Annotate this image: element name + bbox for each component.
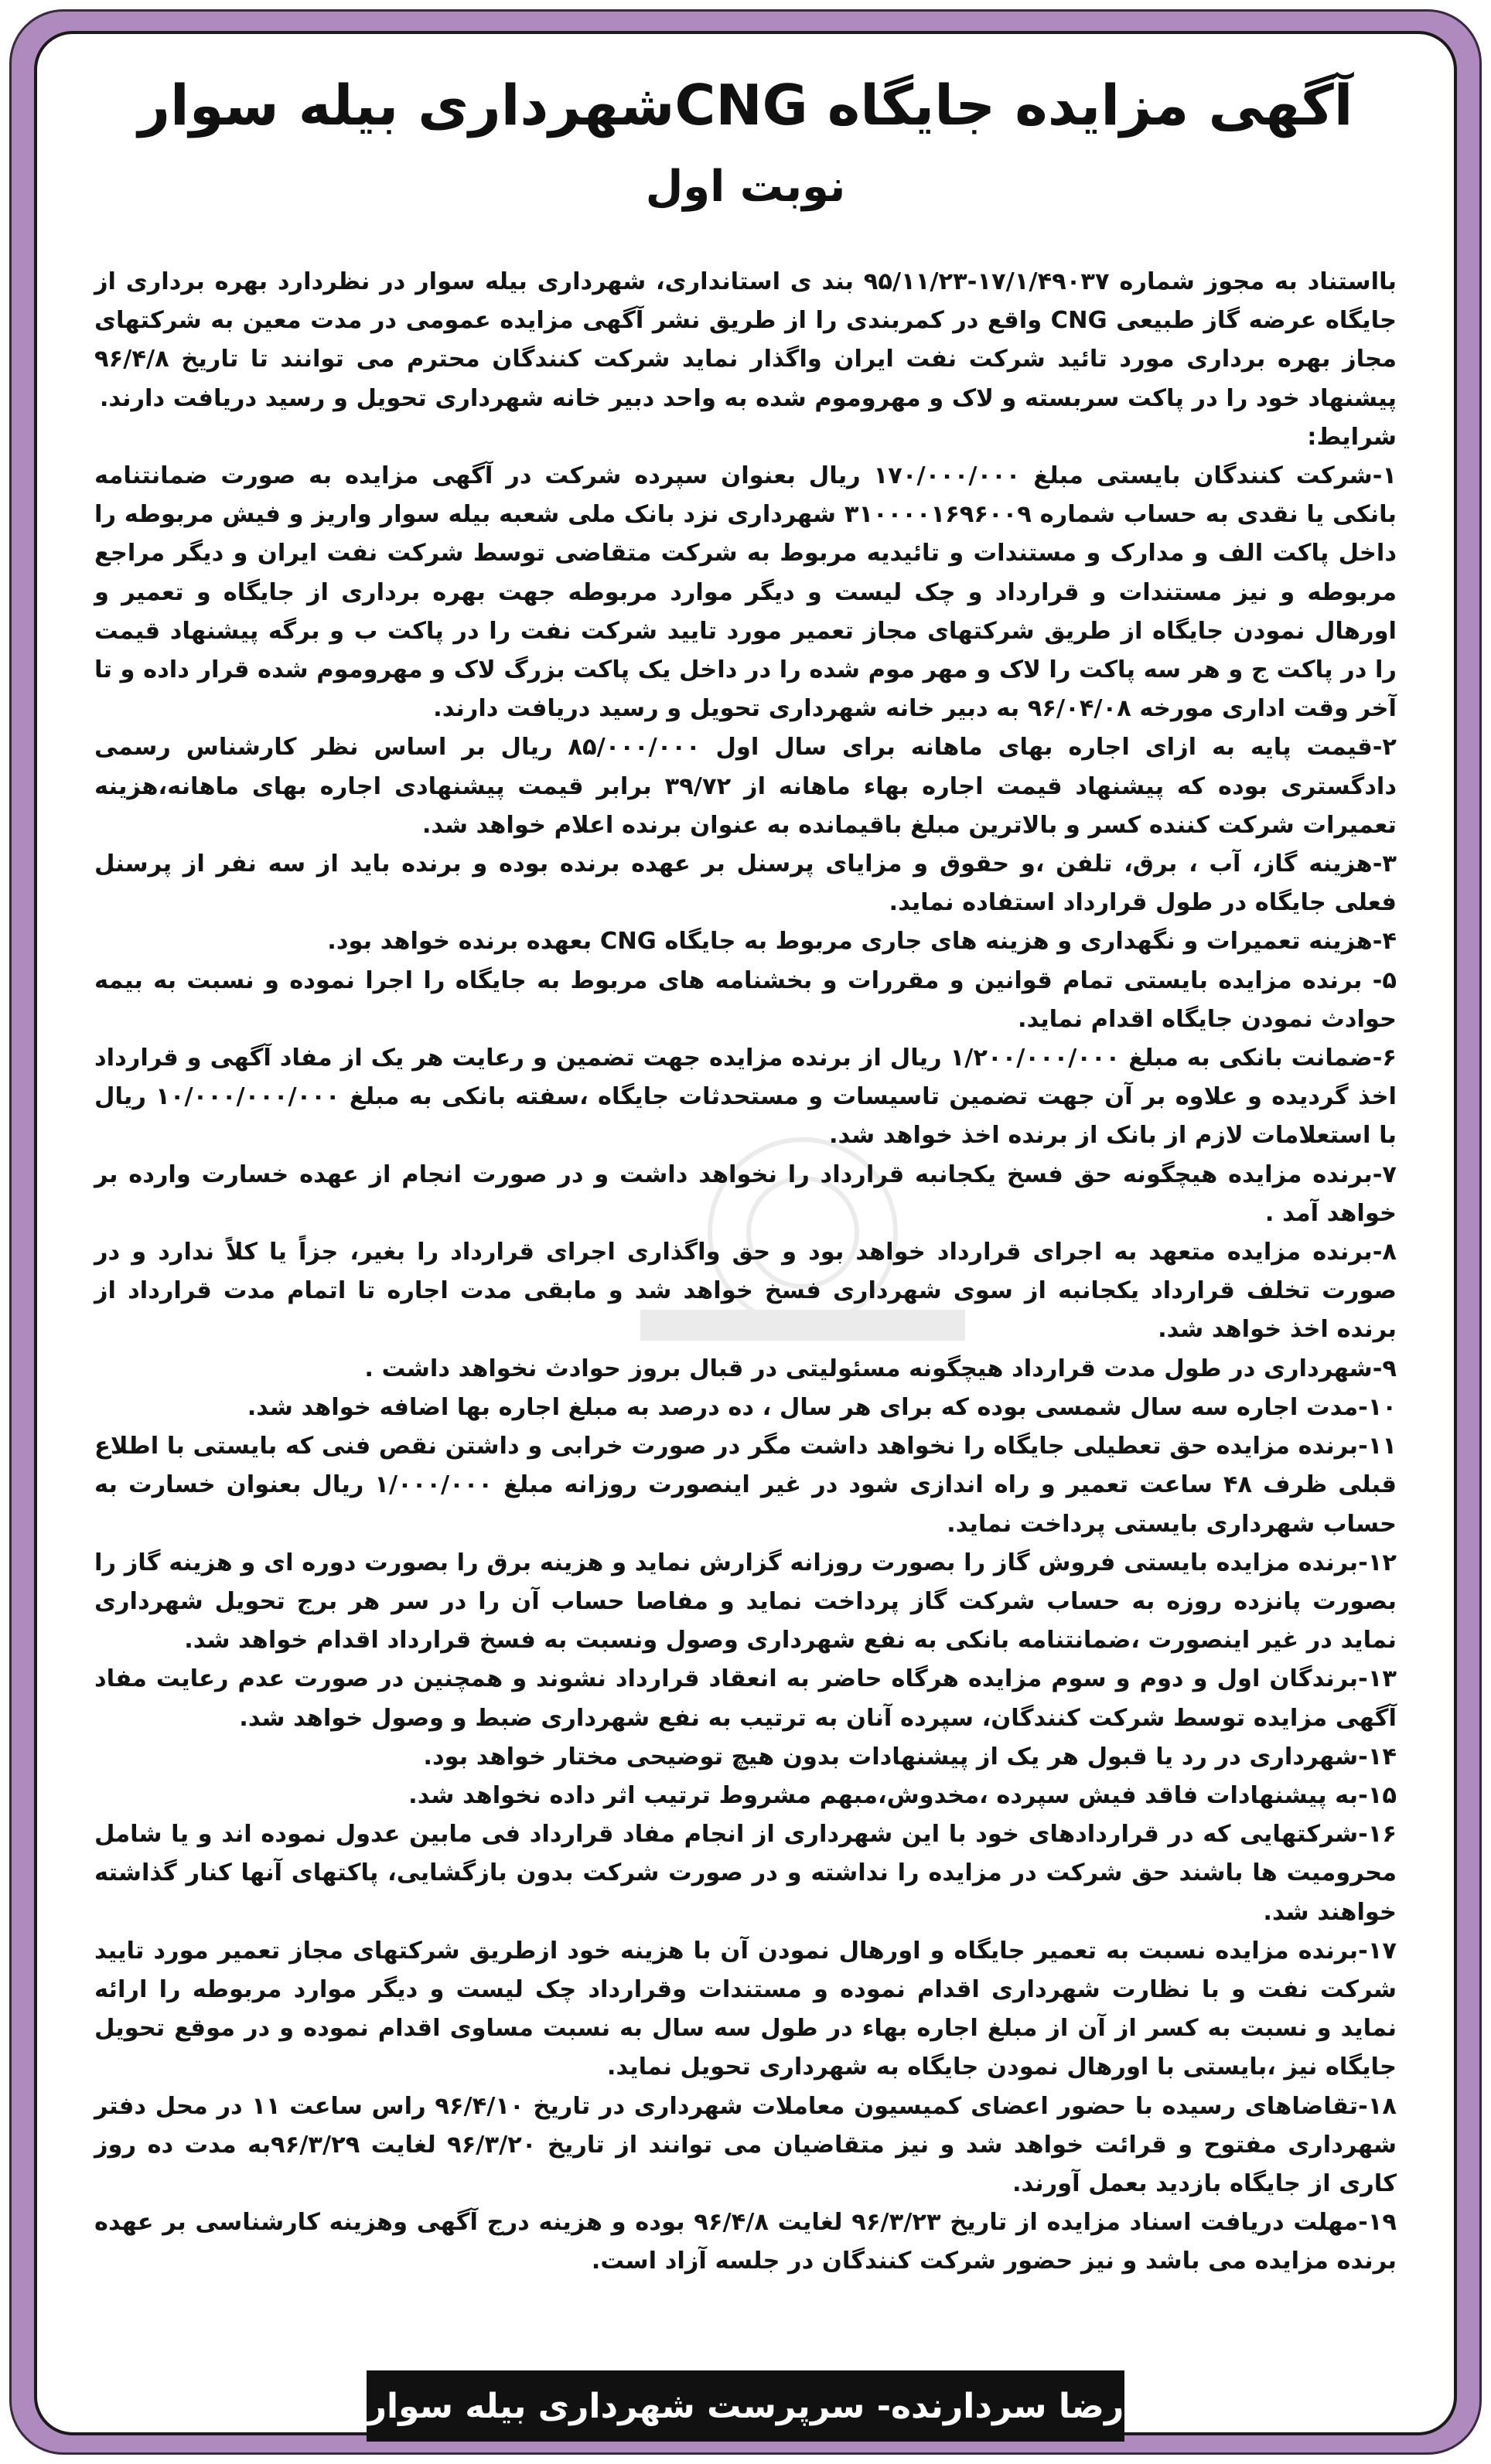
condition-item-7: ۷-برنده مزایده هیچگونه حق فسخ یکجانبه قرارداد را نخواهد داشت و در صورت انجام از عهده خسارت وارده بر خواهد آمد . <box>94 1160 1397 1227</box>
condition-item-2: ۲-قیمت پایه به ازای اجاره بهای ماهانه برای سال اول ۸۵/۰۰۰/۰۰۰ ریال بر اساس نظر کارشناس رسمی دادگستری بوده که پیشنهاد قیمت اجاره بهاء ماهانه از ۳۹/۷۲ برابر قیمت پیشنهادی اجاره بهای ماهانه،هزینه تعمیرات شرکت کننده کسر و بالاترین مبلغ باقیمانده به عنوان برنده اعلام خواهد شد. <box>94 734 1397 839</box>
notice-body <box>94 263 1397 2282</box>
condition-item-18: ۱۸-تقاضاهای رسیده با حضور اعضای کمیسیون معاملات شهرداری در تاریخ ۹۶/۴/۱۰ راس ساعت ۱۱ در محل دفتر شهرداری مفتوح و قرائت خواهد شد و نیز متقاضیان می توانند از تاریخ ۹۶/۳/۲۰ لغایت ۹۶/۳/۲۹به مدت ده روز کاری از جایگاه بازدید بعمل آورند. <box>94 2092 1397 2197</box>
notice-intro: بااستناد به مجوز شماره ۱۷/۱/۴۹۰۳۷-۹۵/۱۱/۲۳ بند ی استانداری، شهرداری بیله سوار در نظردارد بهره برداری از جایگاه عرضه گاز طبیعی CNG واقع در کمربندی را از طریق نشر آگهی مزایده عمومی در مدت معین به شرکتهای مجاز بهره برداری مورد تائید شرکت نفت ایران واگذار نماید شرکت کنندگان محترم می توانند تا تاریخ ۹۶/۴/۸ پیشنهاد خود را در پاکت سربسته و لاک و مهروموم شده به واحد دبیر خانه شهرداری تحویل و رسید دریافت دارند. <box>94 268 1397 412</box>
condition-item-11: ۱۱-برنده مزایده حق تعطیلی جایگاه را نخواهد داشت مگر در صورت خرابی و داشتن نقص فنی که بایستی با اطلاع قبلی ظرف ۴۸ ساعت تعمیر و راه اندازی شود در غیر اینصورت روزانه مبلغ ۱/۰۰۰/۰۰۰ ریال بعنوان خسارت به حساب شهرداری بایستی پرداخت نماید. <box>94 1433 1397 1538</box>
condition-item-5: ۵- برنده مزایده بایستی تمام قوانین و مقررات و بخشنامه های مربوط به جایگاه را اجرا نموده و نسبت به بیمه حوادث نمودن جایگاه اقدام نماید. <box>94 966 1397 1033</box>
condition-item-8: ۸-برنده مزایده متعهد به اجرای قرارداد خواهد بود و حق واگذاری اجرای قرارداد را بغیر، جزاً یا کلاً ندارد و در صورت تخلف قرارداد یکجانبه از سوی شهرداری فسخ خواهد شد و مابقی مدت اجاره تا اتمام مدت قرارداد از برنده اخذ خواهد شد. <box>94 1239 1397 1344</box>
condition-item-9: ۹-شهرداری در طول مدت قرارداد هیچگونه مسئولیتی در قبال بروز حوادث نخواهد داشت . <box>364 1355 1397 1382</box>
condition-item-19: ۱۹-مهلت دریافت اسناد مزایده از تاریخ ۹۶/۳/۲۳ لغایت ۹۶/۴/۸ بوده و هزینه درج آگهی وهزینه کارشناسی بر عهده برنده مزایده می باشد و نیز حضور شرکت کنندگان در جلسه آزاد است. <box>94 2209 1397 2275</box>
condition-item-10: ۱۰-مدت اجاره سه سال شمسی بوده که برای هر سال ، ده درصد به مبلغ اجاره بها اضافه خواهد شد. <box>247 1393 1397 1421</box>
signature-text: رضا سردارنده- سرپرست شهرداری بیله سوار <box>367 2386 1124 2426</box>
notice-frame <box>34 31 1457 2435</box>
condition-item-12: ۱۲-برنده مزایده بایستی فروش گاز را بصورت روزانه گزارش نماید و هزینه برق را بصورت دوره ای و هزینه گاز را بصورت پانزده روزه به حساب شرکت گاز پرداخت نماید و مفاصا حساب آن را در سر هر برج تحویل شهرداری نماید در غیر اینصورت ،ضمانتنامه بانکی به نفع شهرداری وصول ونسبت به فسخ قرارداد اقدام خواهد شد. <box>94 1549 1397 1655</box>
condition-item-15: ۱۵-به پیشنهادات فاقد فیش سپرده ،مخدوش،مبهم مشروط ترتیب اثر داده نخواهد شد. <box>408 1781 1397 1809</box>
condition-item-16: ۱۶-شرکتهایی که در قراردادهای خود با این شهرداری از انجام مفاد قرارداد فی مابین عدول نموده اند و یا شامل محرومیت ها باشند حق شرکت در مزایده را نداشته و در صورت شرکت بدون بازگشایی، پاکتهای آنها کنار گذاشته خواهند شد. <box>94 1821 1397 1926</box>
notice-title: آگهی مزایده جایگاه CNGشهرداری بیله سوار <box>138 73 1353 138</box>
condition-item-17: ۱۷-برنده مزایده نسبت به تعمیر جایگاه و اورهال نمودن آن با هزینه خود ازطریق شرکتهای مجاز تعمیر مورد تایید شرکت نفت و با نظارت شهرداری اقدام نموده و مستندات وقرارداد چک لیست و دیگر موارد مربوطه را ارائه نماید و نسبت به کسر از آن از مبلغ اجاره بهاء در طول سه سال به نسبت مساوی اقدام نموده و در موقع تحویل جایگاه نیز ،بایستی با اورهال نمودن جایگاه به شهرداری تحویل نماید. <box>94 1937 1397 2081</box>
condition-item-1: ۱-شرکت کنندگان بایستی مبلغ ۱۷۰/۰۰۰/۰۰۰ ریال بعنوان سپرده شرکت در آگهی مزایده به صورت ضمانتنامه بانکی یا نقدی به حساب شماره ۳۱۰۰۰۰۱۶۹۶۰۰۹ شهرداری نزد بانک ملی شعبه بیله سوار واریز و فیش مربوطه را داخل پاکت الف و مدارک و مستندات و تائیدیه مربوط به شرکت متقاضی توسط شرکت نفت ایران و دیگر مراجع مربوطه و نیز مستندات و قرارداد و چک لیست و دیگر موارد مربوطه جهت بهره برداری از جایگاه و تعمیر و اورهال نمودن جایگاه از طریق شرکتهای مجاز تعمیر مورد تایید شرکت نفت را در پاکت ب و برگه پیشنهاد قیمت را در پاکت ج و هر سه پاکت را لاک و مهر موم شده را در داخل یک پاکت بزرگ لاک و مهروموم شده قرار داده و تا آخر وقت اداری مورخه ۹۶/۰۴/۰۸ به دبیر خانه شهرداری تحویل و رسید دریافت دارند. <box>94 462 1397 723</box>
condition-item-4: ۴-هزینه تعمیرات و نگهداری و هزینه های جاری مربوط به جایگاه CNG بعهده برنده خواهد بود. <box>327 928 1397 956</box>
conditions-heading: شرایط: <box>1307 423 1397 451</box>
condition-item-14: ۱۴-شهرداری در رد یا قبول هر یک از پیشنهادات بدون هیچ توضیحی مختار خواهد بود. <box>423 1743 1397 1770</box>
condition-item-13: ۱۳-برندگان اول و دوم و سوم مزایده هرگاه حاضر به انعقاد قرارداد نشوند و همچنین در صورت عدم رعایت مفاد آگهی مزایده توسط شرکت کنندگان، سپرده آنان به ترتیب به نفع شهرداری ضبط و وصول خواهد شد. <box>94 1665 1397 1732</box>
condition-item-3: ۳-هزینه گاز، آب ، برق، تلفن ،و حقوق و مزایای پرسنل بر عهده برنده بوده و برنده باید از سه نفر از پرسنل فعلی جایگاه در طول قرارداد استفاده نماید. <box>94 850 1397 917</box>
notice-round: نوبت اول <box>645 162 846 212</box>
condition-item-6: ۶-ضمانت بانکی به مبلغ ۱/۲۰۰/۰۰۰/۰۰۰ ریال از برنده مزایده جهت تضمین و رعایت هر یک از مفاد آگهی و قرارداد اخذ گردیده و علاوه بر آن جهت تضمین تاسیسات و مستحدثات جایگاه ،سفته بانکی به مبلغ ۱۰/۰۰۰/۰۰۰/۰۰۰ ریال با استعلامات لازم از بانک از برنده اخذ خواهد شد. <box>94 1045 1397 1150</box>
signature-bar <box>367 2370 1124 2442</box>
